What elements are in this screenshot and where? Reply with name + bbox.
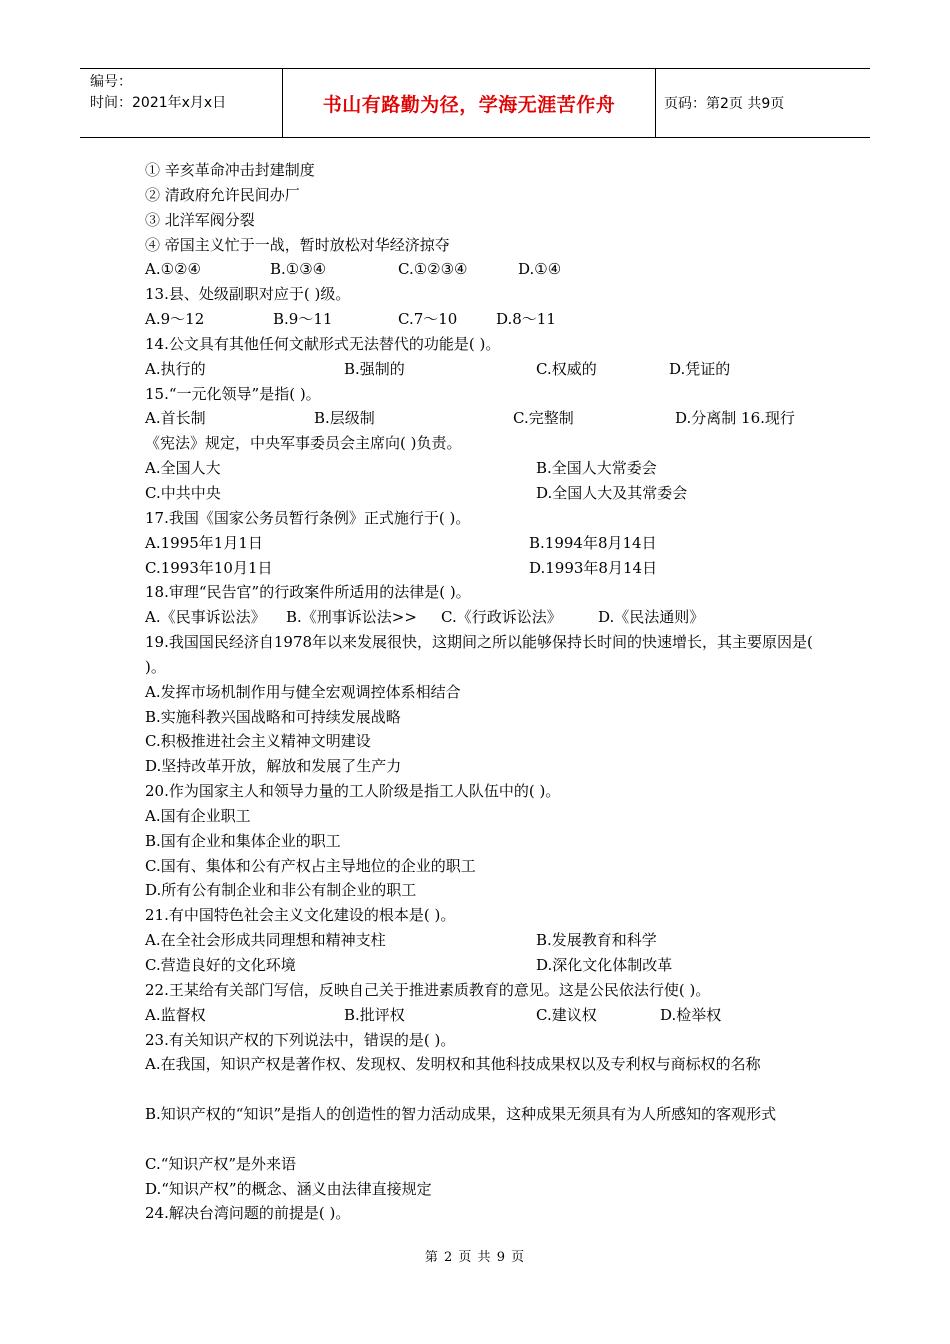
text-line: 19.我国国民经济自1978年以来发展很快，这期间之所以能够保持长时间的快速增长，其主要原因是( )。 bbox=[145, 633, 813, 676]
header-right bbox=[656, 69, 870, 137]
answer-option: A.全国人大 bbox=[145, 459, 221, 478]
answer-option: D.《民法通则》 bbox=[598, 608, 705, 627]
answer-option: C.《行政诉讼法》 bbox=[441, 608, 562, 627]
answer-option: B.批评权 bbox=[344, 1005, 405, 1024]
header-center bbox=[282, 69, 656, 137]
answer-option: C.建议权 bbox=[536, 1005, 597, 1024]
text-line: 21.有中国特色社会主义文化建设的根本是( )。 bbox=[145, 906, 456, 925]
answer-option: C.7～10 bbox=[398, 310, 458, 329]
text-line: 22.王某给有关部门写信，反映自己关于推进素质教育的意见。这是公民依法行使( )。 bbox=[145, 980, 711, 999]
options-row bbox=[145, 953, 815, 978]
document-number-label: 编号： bbox=[90, 74, 132, 90]
text-line: C.国有、集体和公有产权占主导地位的企业的职工 bbox=[145, 856, 476, 875]
text-line: D.坚持改革开放，解放和发展了生产力 bbox=[145, 757, 402, 776]
text-line: 24.解决台湾问题的前提是( )。 bbox=[145, 1204, 351, 1223]
answer-option: D.1993年8月14日 bbox=[529, 558, 658, 577]
options-row bbox=[145, 928, 815, 953]
options-row bbox=[145, 531, 815, 556]
options-row bbox=[145, 307, 815, 332]
answer-option: A.首长制 bbox=[145, 409, 206, 428]
answer-option: B.层级制 bbox=[314, 409, 375, 428]
text-line: ② 清政府允许民间办厂 bbox=[145, 185, 300, 204]
text-line: ④ 帝国主义忙于一战，暂时放松对华经济掠夺 bbox=[145, 235, 450, 254]
document-date: 时间：2021年x月x日 bbox=[90, 95, 227, 111]
answer-option: D.凭证的 bbox=[669, 359, 731, 378]
text-line: B.知识产权的“知识”是指人的创造性的智力活动成果，这种成果无须具有为人所感知的客观形式 bbox=[145, 1105, 777, 1124]
answer-option: D.8～11 bbox=[496, 310, 556, 329]
answer-option: B.全国人大常委会 bbox=[536, 459, 657, 478]
answer-option: A.监督权 bbox=[145, 1005, 206, 1024]
answer-option: A.执行的 bbox=[145, 359, 206, 378]
options-row bbox=[145, 481, 815, 506]
text-line: 14.公文具有其他任何文献形式无法替代的功能是( )。 bbox=[145, 334, 501, 353]
answer-option: D.全国人大及其常委会 bbox=[536, 483, 688, 502]
options-row bbox=[145, 456, 815, 481]
text-line: D.“知识产权”的概念、涵义由法律直接规定 bbox=[145, 1179, 432, 1198]
answer-option: A.《民事诉讼法》 bbox=[145, 608, 266, 627]
text-line: 20.作为国家主人和领导力量的工人阶级是指工人队伍中的( )。 bbox=[145, 782, 561, 801]
answer-option: D.检举权 bbox=[660, 1005, 722, 1024]
options-row bbox=[145, 406, 815, 431]
answer-option: B.强制的 bbox=[344, 359, 405, 378]
options-row bbox=[145, 357, 815, 382]
header-motto: 书山有路勤为径，学海无涯苦作舟 bbox=[322, 93, 616, 116]
text-line: 18.审理“民告官”的行政案件所适用的法律是( )。 bbox=[145, 583, 471, 602]
options-row bbox=[145, 556, 815, 581]
text-line: A.发挥市场机制作用与健全宏观调控体系相结合 bbox=[145, 682, 461, 701]
text-line: A.国有企业职工 bbox=[145, 806, 251, 825]
answer-option: B.①③④ bbox=[270, 260, 327, 279]
text-line: ③ 北洋军阀分裂 bbox=[145, 210, 255, 229]
text-line: B.国有企业和集体企业的职工 bbox=[145, 831, 341, 850]
options-row bbox=[145, 1003, 815, 1028]
options-row bbox=[145, 605, 815, 630]
answer-option: B.1994年8月14日 bbox=[529, 533, 657, 552]
text-line: 《宪法》规定，中央军事委员会主席向( )负责。 bbox=[145, 434, 462, 453]
answer-option: A.在全社会形成共同理想和精神支柱 bbox=[145, 931, 386, 950]
answer-option: C.①②③④ bbox=[398, 260, 468, 279]
text-line: B.实施科教兴国战略和可持续发展战略 bbox=[145, 707, 401, 726]
header-page-info: 页码：第2页 共9页 bbox=[664, 96, 785, 112]
text-line: A.在我国，知识产权是著作权、发现权、发明权和其他科技成果权以及专利权与商标权的名称 bbox=[145, 1055, 761, 1074]
header-left bbox=[80, 69, 282, 137]
answer-option: D.深化文化体制改革 bbox=[536, 956, 673, 974]
text-line: 15.“一元化领导”是指( )。 bbox=[145, 384, 321, 403]
text-line: 13.县、处级副职对应于( )级。 bbox=[145, 285, 351, 304]
answer-option: A.9～12 bbox=[145, 310, 205, 329]
answer-option: B.发展教育和科学 bbox=[536, 931, 657, 950]
text-line: 23.有关知识产权的下列说法中，错误的是( )。 bbox=[145, 1030, 456, 1049]
text-line: C.“知识产权”是外来语 bbox=[145, 1154, 297, 1173]
answer-option: D.分离制 16.现行 bbox=[675, 409, 795, 428]
answer-option: C.营造良好的文化环境 bbox=[145, 956, 296, 974]
answer-option: A.1995年1月1日 bbox=[145, 533, 263, 552]
options-row bbox=[145, 257, 815, 282]
answer-option: C.中共中央 bbox=[145, 483, 221, 502]
page-footer: 第 2 页 共 9 页 bbox=[424, 1250, 526, 1265]
page-header bbox=[80, 68, 870, 138]
text-line: D.所有公有制企业和非公有制企业的职工 bbox=[145, 881, 417, 900]
text-line: C.积极推进社会主义精神文明建设 bbox=[145, 732, 371, 751]
text-line: 17.我国《国家公务员暂行条例》正式施行于( )。 bbox=[145, 508, 471, 527]
answer-option: C.完整制 bbox=[513, 409, 574, 428]
answer-option: B.《刑事诉讼法>> bbox=[286, 608, 417, 627]
question-content bbox=[145, 158, 815, 1226]
text-line: ① 辛亥革命冲击封建制度 bbox=[145, 161, 315, 179]
answer-option: A.①②④ bbox=[145, 260, 201, 279]
answer-option: C.1993年10月1日 bbox=[145, 558, 273, 577]
answer-option: C.权威的 bbox=[536, 359, 597, 378]
answer-option: B.9～11 bbox=[273, 310, 333, 329]
answer-option: D.①④ bbox=[518, 260, 562, 279]
